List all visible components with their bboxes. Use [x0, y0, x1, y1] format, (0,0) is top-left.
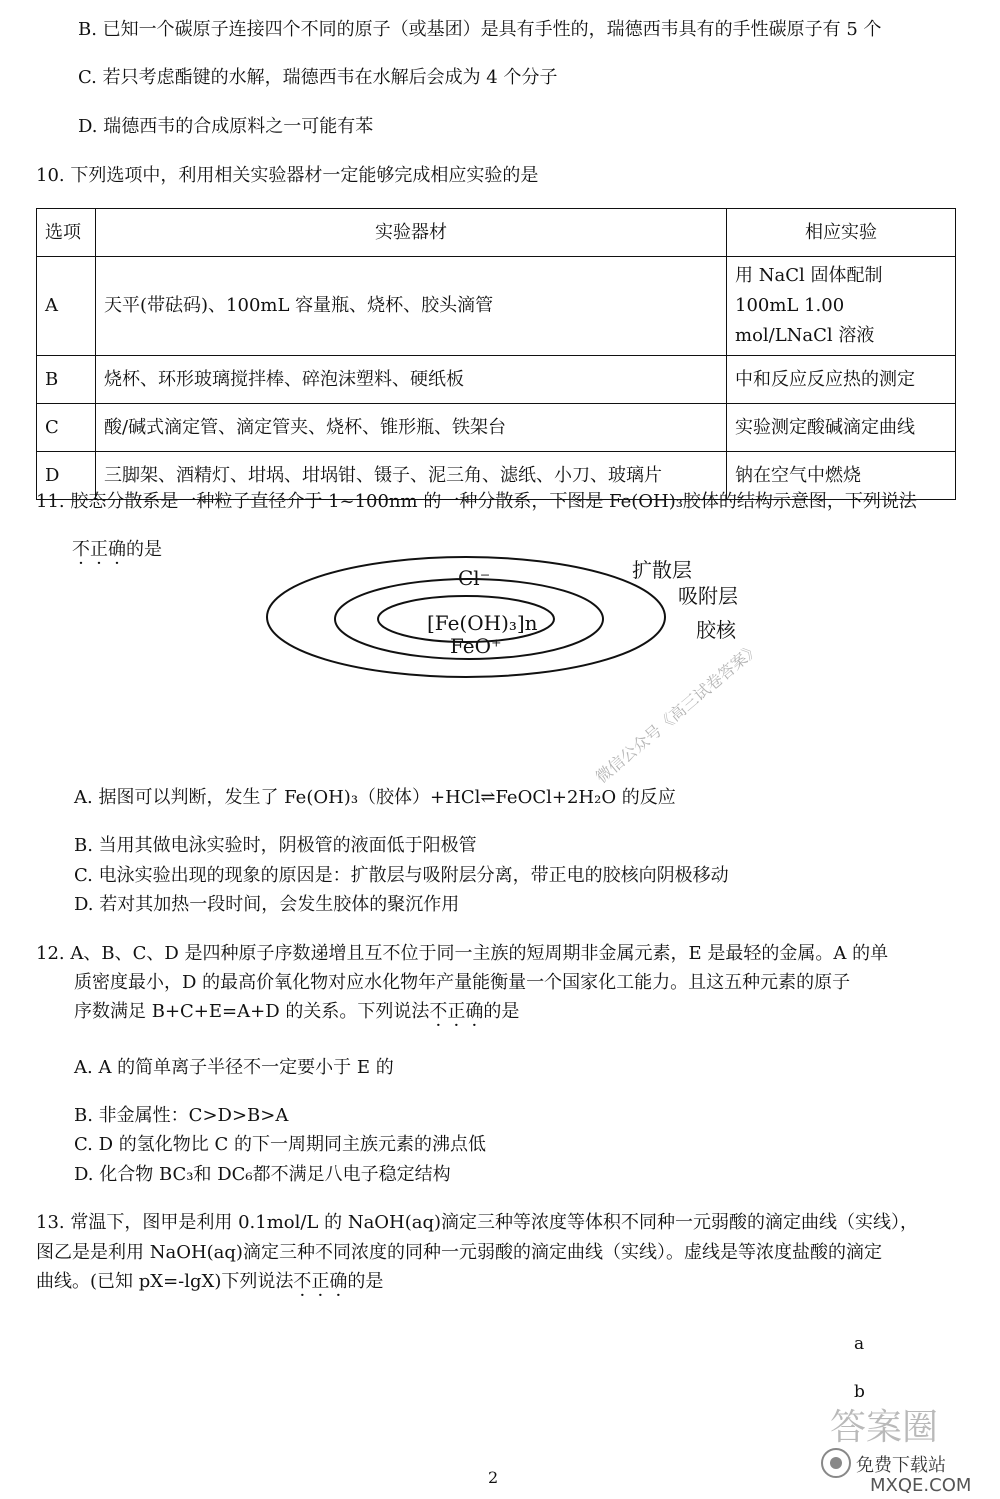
row-d-equipment: 三脚架、酒精灯、坩埚、坩埚钳、镊子、泥三角、滤纸、小刀、玻璃片 — [96, 452, 727, 500]
q9-option-d: D. 瑞德西韦的合成原料之一可能有苯 — [78, 116, 374, 137]
svg-text:MXQE.COM: MXQE.COM — [870, 1475, 972, 1493]
q11-stem-line1: 11. 胶态分散系是一种粒子直径介于 1~100nm 的一种分散系，下图是 Fe(OH)₃胶体的结构示意图，下列说法 — [36, 491, 917, 512]
q12-option-b: B. 非金属性：C>D>B>A — [74, 1105, 289, 1126]
emphasis-char: 正 — [90, 539, 108, 560]
q11-option-d: D. 若对其加热一段时间，会发生胶体的聚沉作用 — [74, 894, 460, 915]
q11-option-b: B. 当用其做电泳实验时，阴极管的液面低于阳极管 — [74, 835, 477, 856]
row-d-experiment: 钠在空气中燃烧 — [727, 452, 956, 500]
row-d-option: D — [37, 452, 96, 500]
cl-ion-label: Cl⁻ — [458, 566, 491, 590]
q12-stem-line3 — [74, 1000, 519, 1024]
watermark-text: 微信公众号《高三试卷答案》 — [591, 638, 764, 787]
q13-stem-line1: 13. 常温下，图甲是利用 0.1mol/L 的 NaOH(aq)滴定三种等浓度等体积不同种一元弱酸的滴定曲线（实线）， — [36, 1212, 919, 1233]
row-b-equipment: 烧杯、环形玻璃搅拌棒、碎泡沫塑料、硬纸板 — [96, 356, 727, 404]
q13-stem-line2: 图乙是是利用 NaOH(aq)滴定三种不同浓度的同种一元弱酸的滴定曲线（实线）。虚线是等浓度盐酸的滴定 — [36, 1242, 882, 1263]
q13-stem-line3 — [36, 1270, 383, 1294]
q12-option-a: A. A 的简单离子半径不一定要小于 E 的 — [74, 1057, 394, 1078]
page-number: 2 — [488, 1468, 499, 1487]
q11-option-c: C. 电泳实验出现的现象的原因是：扩散层与吸附层分离，带正电的胶核向阴极移动 — [74, 865, 729, 886]
emphasis-char: 正 — [311, 1271, 330, 1292]
emphasis-char: 确 — [465, 1001, 484, 1022]
row-c-equipment: 酸/碱式滴定管、滴定管夹、烧杯、锥形瓶、铁架台 — [96, 404, 727, 452]
figure-label-b: b — [854, 1382, 865, 1402]
logo-mark-icon — [800, 1405, 990, 1493]
diffusion-layer-label: 扩散层 — [632, 558, 692, 582]
q9-option-c: C. 若只考虑酯键的水解，瑞德西韦在水解后会成为 4 个分子 — [78, 67, 558, 88]
adsorption-layer-label: 吸附层 — [678, 584, 738, 608]
table-header-option: 选项 — [37, 209, 96, 257]
row-c-option: C — [37, 404, 96, 452]
stem-text: 曲线。(已知 pX=-lgX)下列说法 — [36, 1271, 294, 1292]
svg-text:免费下载站: 免费下载站 — [856, 1455, 946, 1476]
row-a-option: A — [37, 257, 96, 356]
colloid-core-label: 胶核 — [696, 618, 736, 642]
svg-text:答案圈: 答案圈 — [830, 1407, 939, 1448]
row-a-equipment: 天平(带砝码)、100mL 容量瓶、烧杯、胶头滴管 — [96, 257, 727, 356]
q12-option-c: C. D 的氢化物比 C 的下一周期同主族元素的沸点低 — [74, 1134, 486, 1155]
emphasis-char: 正 — [447, 1001, 466, 1022]
q12-stem-line1: 12. A、B、C、D 是四种原子序数递增且互不位于同一主族的短周期非金属元素，E 是最轻的金属。A 的单 — [36, 943, 889, 964]
q12-stem-line2: 质密度最小，D 的最高价氧化物对应水化物年产量能衡量一个国家化工能力。且这五种元素的原子 — [74, 972, 851, 993]
table-header-equipment: 实验器材 — [96, 209, 727, 257]
row-c-experiment: 实验测定酸碱滴定曲线 — [727, 404, 956, 452]
row-b-experiment: 中和反应反应热的测定 — [727, 356, 956, 404]
table-header-experiment: 相应实验 — [727, 209, 956, 257]
stem-text: 序数满足 B+C+E=A+D 的关系。下列说法 — [74, 1001, 430, 1022]
figure-label-a: a — [854, 1334, 865, 1354]
stem-tail: 的是 — [347, 1271, 384, 1292]
emphasis-char: 不 — [72, 539, 90, 560]
stem-tail: 的是 — [126, 539, 162, 560]
emphasis-char: 不 — [293, 1271, 312, 1292]
q11-option-a: A. 据图可以判断，发生了 Fe(OH)₃（胶体）+HCl⇌FeOCl+2H₂O 的反应 — [74, 787, 676, 808]
core-formula-label: [Fe(OH)₃]n — [427, 611, 538, 635]
emphasis-char: 确 — [108, 539, 126, 560]
q10-stem: 10. 下列选项中，利用相关实验器材一定能够完成相应实验的是 — [36, 165, 539, 186]
q9-option-b: B. 已知一个碳原子连接四个不同的原子（或基团）是具有手性的，瑞德西韦具有的手性碳原子有 5 个 — [78, 19, 882, 40]
stem-tail: 的是 — [483, 1001, 520, 1022]
row-a-experiment: 用 NaCl 固体配制 100mL 1.00 mol/LNaCl 溶液 — [727, 257, 956, 356]
q12-option-d: D. 化合物 BC₃和 DC₆都不满足八电子稳定结构 — [74, 1164, 451, 1185]
site-logo — [800, 1405, 990, 1493]
emphasis-char: 确 — [329, 1271, 348, 1292]
emphasis-char: 不 — [429, 1001, 448, 1022]
feo-ion-label: FeO⁺ — [450, 634, 502, 658]
row-b-option: B — [37, 356, 96, 404]
